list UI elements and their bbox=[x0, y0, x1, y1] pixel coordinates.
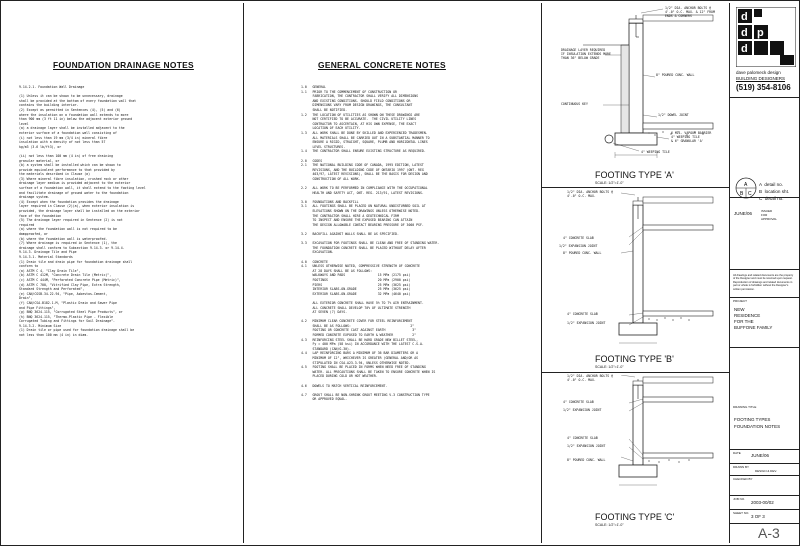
footing-a-note-wall: 8" POURED CONC. WALL bbox=[656, 73, 695, 77]
footing-b-scale: SCALE: 1/2"=1'-0" bbox=[595, 365, 624, 369]
footing-divider-2 bbox=[541, 372, 729, 373]
company-name: dave palomeck design bbox=[736, 70, 781, 75]
project-name: NEW RESIDENCE FOR THE BUFFONE FAMILY bbox=[734, 307, 773, 330]
footing-b-note-slab-top: 4" CONCRETE SLAB bbox=[563, 236, 594, 240]
company-subtitle: BUILDING DESIGNERS bbox=[736, 76, 786, 81]
concrete-notes-body: 1.0 GENERAL 1.1 PRIOR TO THE COMMENCEMENT OF CONSTRUCTION OR FABRICATION, THE CONTRACTOR SHALL VERIFY ALL DIMENSIONS AND EXISTING CONDITIONS. SHOULD FIELD CONDITIONS OR DIMENSIONS VARY FROM DESIGN DRAWINGS, THE CONSULTANT SHALL BE NOTIFIED. 1.2 THE LOCATION OF UTILITIES AS SHOWN ON THESE DRAWINGS ARE NOT CERTIFIED TO BE ACCURATE. THE CIVIL UTILITY LINES CONTRACTOR TO ASCERTAIN, AT HIS OWN EXPENSE, THE EXACT LOCATION OF EACH UTILITY. 1.3 ALL WORK SHALL BE DONE BY SKILLED AND EXPERIENCED TRADESMEN. ALL MATERIALS SHALL BE CARRIED OUT IN A SUBSTANTIAL MANNER TO ENSURE A RIGID, STRAIGHT, SQUARE, PLUMB AND HORIZONTAL LINES LEVEL STRUCTURES. 1.4 THE CONTRACTOR SHALL ENSURE EXISTING STRUCTURE AS REQUIRED. 2.0 CODES 2.1 THE NATIONAL BUILDING CODE OF CANADA, 1995 EDITION, LATEST REVISIONS, AND THE BUILDING CODE OF ONTARIO 1997 (ONT. REG 403/97, LATEST REVISIONS), SHALL BE THE BASIS FOR DESIGN AND CONSTRUCTION OF ALL WORK. 2.2 ALL WORK TO BE PERFORMED IN COMPLIANCE WITH THE OCCUPATIONAL HEALTH AND SAFETY ACT, ONT. REG. 213/91, LATEST REVISIONS. 3.0 FOUNDATIONS AND BACKFILL 3.1 ALL FOOTINGS SHALL BE PLACED ON NATURAL UNDISTURBED SOIL AT ELEVATIONS SHOWN ON THE DRAWINGS UNLESS OTHERWISE NOTED. THE CONTRACTOR SHALL HIRE A GEOTECHNICAL FIRM TO INSPECT AND ENSURE THE EXPOSED BEARING CAN ATTAIN THE DESIGN ALLOWABLE CONTACT BEARING PRESSURE OF 3000 PSF. 3.2 BACKFILL AGAINST WALLS SHALL BE AS SPECIFIED. 3.3 EXCAVATION FOR FOOTINGS SHALL BE CLEAN AND FREE OF STANDING WATER. THE FOUNDATION CONCRETE SHALL BE PLACED WITHOUT DELAY AFTER EXCAVATION. 4.0 CONCRETE 4.1 UNLESS OTHERWISE NOTED, COMPRESSIVE STRENGTH OF CONCRETE AT 28 DAYS SHALL BE AS FOLLOWS: WALKWAYS AND PADS 15 MPa (2175 psi) FOOTINGS 20 MPa (2900 psi) PIERS 25 MPa (3625 psi) INTERIOR SLABS-ON-GRADE 25 MPa (3625 psi) EXTERIOR SLABS-ON-GRADE 32 MPa (4640 psi) ALL EXTERIOR CONCRETE SHALL HAVE 5% TO 7% AIR ENTRAINMENT. ALL CONCRETE SHALL DEVELOP 70% OF ULTIMATE STRENGTH AT SEVEN (7) DAYS. 4.2 MINIMUM CLEAR CONCRETE COVER FOR STEEL REINFORCEMENT SHALL BE AS FOLLOWS: 2" FOOTING OR CONCRETE CAST AGAINST EARTH 3" FORMED CONCRETE EXPOSED TO EARTH & WEATHER 2" 4.3 REINFORCING STEEL SHALL BE HARD GRADE NEW BILLET STEEL, Fy = 400 MPa (58 ksi) IN ACCORDANCE WITH THE LATEST C.S.A. STANDARD (CAN/G-30). 4.4 LAP REINFORCING BARS A MINIMUM OF 36 BAR DIAMETERS OR A MINIMUM OF 12", WHICHEVER IS GREATER (GENERAL AND/OR AS STIPULATED IN CSA-A23.3-94, UNLESS OTHERWISE NOTED. 4.5 FOOTING SHALL BE PLACED IN FORMS WHEN NEED FREE OF STANDING WATER. ALL PRECAUTIONS SHALL BE TAKEN TO ENSURE CONCRETE WHEN IS PLACED DURING COLD OR HOT WEATHER. 4.6 DOWELS TO MATCH VERTICAL REINFORCEMENT. 4.7 GROUT SHALL BE NON-SHRINK GROUT MEETING V-3 CONSTRUCTION TYPE OR APPROVED EQUAL. bbox=[301, 85, 440, 402]
tb-rule-10 bbox=[729, 509, 799, 510]
drawing-title-label: DRAWING TITLE bbox=[733, 405, 757, 409]
footing-c-note-wall: 8" POURED CONC. WALL bbox=[567, 458, 606, 462]
tb-rule-2 bbox=[729, 197, 799, 198]
footing-c-note-joint-top: 1/2" EXPANSION JOINT bbox=[563, 408, 602, 412]
footing-b-note-anchor: 1/2" DIA. ANCHOR BOLTS @ 4'-0" O.C. MAX. bbox=[567, 190, 614, 198]
job-number: 2003-00/02 bbox=[751, 500, 774, 505]
disclaimer: All drawings and related documents are the property of the Designer and must be returned upon request. Reproduction of drawings and related documents in part or whole is forbidden without the Designer's written permission. bbox=[733, 274, 794, 291]
footing-b-note-joint-bottom: 1/2" EXPANSION JOINT bbox=[567, 321, 606, 325]
footing-c-scale: SCALE: 1/2"=1'-0" bbox=[595, 523, 624, 527]
footing-b-note-wall: 8" POURED CONC. WALL bbox=[563, 251, 602, 255]
footing-b-note-slab-bottom: 4" CONCRETE SLAB bbox=[567, 312, 598, 316]
footing-a-note-dowel: 1/2" DOWEL JOINT bbox=[658, 113, 689, 117]
drawing-title: FOOTING TYPES FOUNDATION NOTES bbox=[734, 417, 781, 429]
date-value: JUNE/06 bbox=[751, 453, 770, 458]
tb-rule-8 bbox=[729, 475, 799, 476]
footing-a-note-anchor: 1/2" DIA. ANCHOR BOLTS @ 4'-0" O.C. MAX. & 12" FROM ENDS & CORNERS bbox=[665, 6, 715, 18]
detail-legend-symbol bbox=[735, 177, 757, 199]
footing-c-detail bbox=[543, 375, 727, 525]
title-block-divider bbox=[729, 3, 730, 543]
tb-rule-4 bbox=[729, 297, 799, 298]
company-phone: (519) 354-8106 bbox=[736, 83, 791, 92]
footing-c-title: FOOTING TYPE 'C' bbox=[595, 512, 675, 522]
drawn-label: DRAWN BY bbox=[733, 465, 750, 469]
footing-b-title: FOOTING TYPE 'B' bbox=[595, 354, 674, 364]
svg-text:d: d bbox=[741, 43, 748, 55]
footing-c-note-slab-bottom: 4" CONCRETE SLAB bbox=[567, 436, 598, 440]
tb-rule-5 bbox=[729, 347, 799, 348]
tb-rule-9 bbox=[729, 495, 799, 496]
tb-rule-6 bbox=[729, 449, 799, 450]
checked-label: CHECKED BY bbox=[733, 477, 753, 481]
svg-text:A: A bbox=[744, 182, 748, 188]
concrete-notes-title: GENERAL CONCRETE NOTES bbox=[318, 60, 446, 70]
footing-b-note-joint-top: 1/2" EXPANSION JOINT bbox=[559, 244, 598, 248]
svg-text:B: B bbox=[740, 191, 744, 197]
footing-a-note-vapour: 6 MIL. VAPOUR BARRIER 4" WEEPING TILE & 6" GRANULAR 'A' bbox=[671, 131, 712, 143]
job-label: JOB NO. bbox=[733, 497, 746, 501]
footing-c-note-joint-bottom: 1/2" EXPANSION JOINT bbox=[567, 444, 606, 448]
left-column-divider bbox=[243, 3, 244, 543]
footing-a-detail bbox=[543, 5, 727, 185]
footing-b-detail bbox=[543, 191, 727, 361]
sheet-number: A-3 bbox=[758, 525, 780, 541]
footing-a-scale: SCALE: 1/2"=1'-0" bbox=[595, 181, 624, 185]
project-label: PROJECT bbox=[733, 299, 748, 303]
revision-description: ISSUED FOR APPROVAL bbox=[761, 209, 777, 221]
sheet-count: 3 OF 3 bbox=[751, 514, 765, 519]
tb-rule-1 bbox=[729, 97, 799, 98]
foundation-notes-title: FOUNDATION DRAINAGE NOTES bbox=[53, 60, 194, 70]
footing-c-note-anchor: 1/2" DIA. ANCHOR BOLTS @ 4'-0" O.C. MAX. bbox=[567, 374, 614, 382]
svg-text:d: d bbox=[741, 27, 748, 39]
company-logo bbox=[736, 7, 796, 67]
sheet-label: SHEET NO. bbox=[733, 511, 750, 515]
tb-rule-3 bbox=[729, 269, 799, 270]
tb-rule-7 bbox=[729, 463, 799, 464]
footing-a-note-drainage: DRAINAGE LAYER REQUIRED IF INSULATION EXTENDS MORE THAN 36" BELOW GRADE bbox=[561, 48, 611, 60]
footing-a-note-key: CONTINUOUS KEY bbox=[561, 102, 588, 106]
detail-legend: A detail no. B location sht. C detail no. bbox=[759, 182, 790, 201]
drawn-value: DESIGN & DEV. bbox=[755, 469, 777, 473]
revision-date: JUNE/06 bbox=[734, 211, 753, 216]
tb-rule-11 bbox=[729, 523, 799, 524]
svg-text:C: C bbox=[748, 191, 752, 197]
foundation-notes-body: 9.14.2.1. Foundation Wall Drainage (1) Unless it can be shown to be unnecessary, drainage shall be provided at the bottom of every foundation wall that contains the building interior. (2) Except as permitted in Sentences (4), (5) and (6) where the insulation on a foundation wall extends to more than 900 mm (3 ft 11 in) below the adjacent exterior ground level (a) a drainage layer shall be installed adjacent to the exterior surface of a foundation wall consisting of (i) not less than 19 mm (3/4 in) mineral fibre insulation with a density of not less than 57 kg/m3 (3.6 lb/ft3), or (ii) not less than 100 mm (4 in) of free draining granular material, or (b) a system shall be installed which can be shown to provide equivalent performance to that provided by the materials described in Clause (a) (3) Where mineral fibre insulation, crushed rock or other drainage layer medium is provided adjacent to the exterior surface of a foundation wall, it shall extend to the footing level and facilitate drainage of ground water to the foundation drainage system. (4) Except when the foundation provides the drainage layer required in Clause (2)(a), when exterior insulation is provided, the drainage layer shall be installed on the exterior face of the foundation (5) The drainage layer required in Sentence (2) is not required (a) where the foundation wall is not required to be dampproofed, or (b) where the foundation wall is waterproofed. (7) Where drainage is required in Sentence (1), the drainage shall conform to Subsection 9.14.3. or 9.14.4. 9.14.3. Drainage Tile and Pipe 9.14.3.1. Material Standards (1) Drain tile and drain pipe for foundation drainage shall conform to (a) ASTM C 4, "Clay Drain Tile", (b) ASTM C 412M, "Concrete Drain Tile (Metric)", (c) ASTM C 444M, "Perforated Concrete Pipe (Metric)", (d) ASTM C 700, "Vitrified Clay Pipe, Extra Strength, Standard Strength and Perforated", (e) CAN/CGSB-34.22-94, "Pipe, Asbestos-Cement, Drain", (f) CAN/CSA-B182.1-M, "Plastic Drain and Sewer Pipe and Pipe Fittings", (g) BNQ 3624-115, "Corrugated Steel Pipe Products", or (h) BNQ 3624-115, "Thermo-Plastic Pipe - Flexible Corrugated Tubing and Fittings for Soil Drainage". 9.14.3.2. Minimum Size (1) Drain tile or pipe used for foundation drainage shall be not less than 100 mm (4 in) in diam. bbox=[19, 85, 146, 338]
footing-divider-1 bbox=[541, 187, 729, 188]
date-label: DATE bbox=[733, 451, 741, 455]
center-column-divider bbox=[541, 3, 542, 543]
footing-c-note-slab-top: 4" CONCRETE SLAB bbox=[563, 400, 594, 404]
svg-text:d: d bbox=[741, 11, 748, 23]
svg-text:p: p bbox=[757, 27, 764, 39]
footing-a-title: FOOTING TYPE 'A' bbox=[595, 170, 674, 180]
footing-a-note-tile: 4" WEEPING TILE bbox=[641, 150, 670, 154]
